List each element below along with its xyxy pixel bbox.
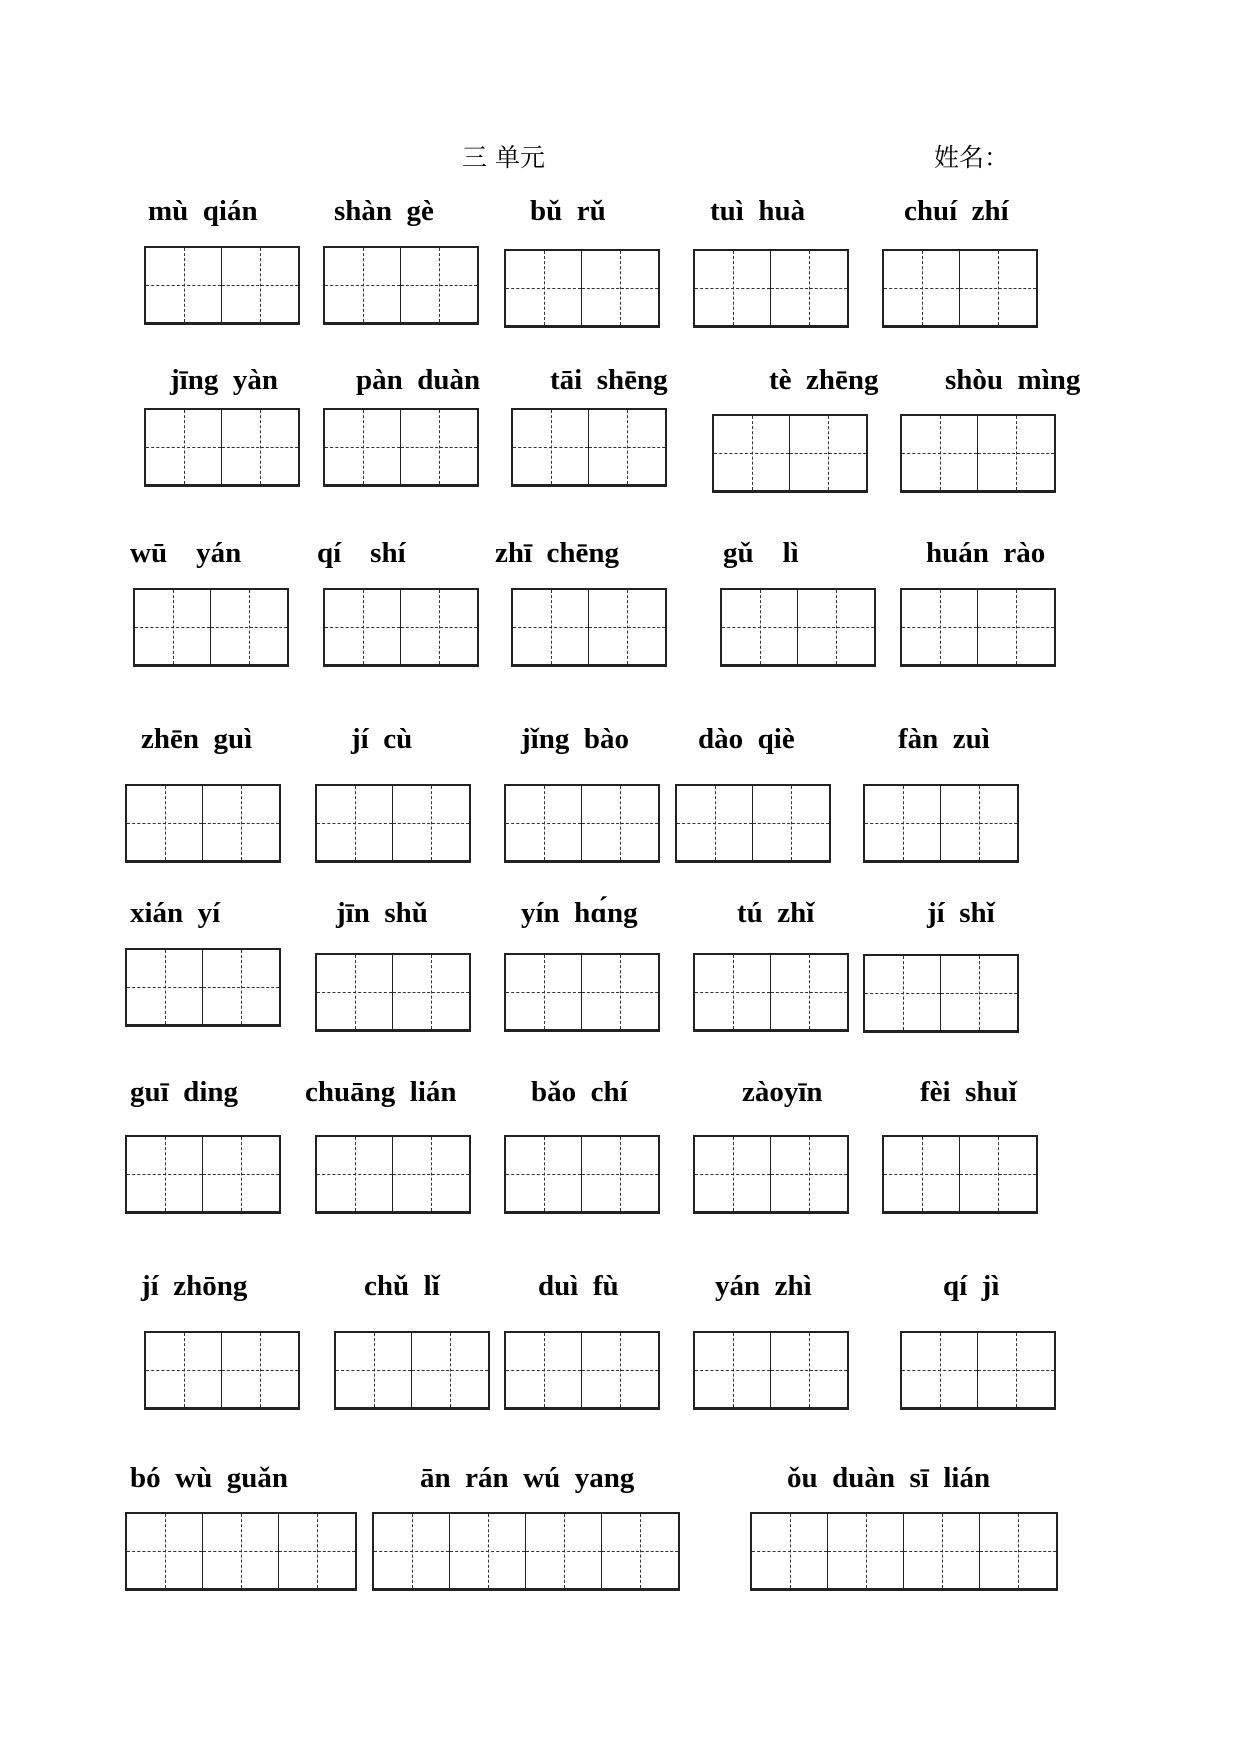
writing-grid[interactable] [315,784,471,863]
writing-grid[interactable] [504,953,660,1032]
writing-grid[interactable] [133,588,289,667]
writing-grid[interactable] [125,784,281,863]
tianzige-cell[interactable] [884,251,960,325]
tianzige-cell[interactable] [960,1137,1036,1211]
pinyin-prompt: bǎo chí [531,1076,628,1108]
tianzige-cell[interactable] [222,1333,298,1407]
writing-grid[interactable] [144,246,300,325]
tianzige-cell[interactable] [884,1137,960,1211]
pinyin-prompt: fàn zuì [898,723,990,755]
tianzige-cell[interactable] [771,251,847,325]
pinyin-prompt: duì fù [538,1270,619,1302]
pinyin-prompt: gǔ lì [723,537,799,569]
tianzige-cell[interactable] [211,590,287,664]
writing-grid[interactable] [750,1512,1058,1591]
writing-grid[interactable] [511,408,667,487]
writing-grid[interactable] [144,1331,300,1410]
tianzige-cell[interactable] [582,955,658,1029]
tianzige-cell[interactable] [695,1137,771,1211]
tianzige-cell[interactable] [127,1514,203,1588]
tianzige-cell[interactable] [582,1333,658,1407]
tianzige-cell[interactable] [203,1137,279,1211]
tianzige-cell[interactable] [526,1514,602,1588]
pinyin-prompt: zhī chēng [495,537,620,569]
writing-grid[interactable] [315,953,471,1032]
writing-grid[interactable] [125,948,281,1027]
tianzige-cell[interactable] [393,955,469,1029]
tianzige-cell[interactable] [980,1514,1056,1588]
tianzige-cell[interactable] [695,955,771,1029]
pinyin-prompt: qí jì [943,1270,1000,1302]
tianzige-cell[interactable] [695,1333,771,1407]
tianzige-cell[interactable] [412,1333,488,1407]
tianzige-cell[interactable] [401,590,477,664]
writing-grid[interactable] [900,1331,1056,1410]
tianzige-cell[interactable] [203,1514,279,1588]
tianzige-cell[interactable] [902,590,978,664]
writing-grid[interactable] [900,414,1056,493]
writing-grid[interactable] [125,1512,357,1591]
tianzige-cell[interactable] [941,956,1017,1030]
pinyin-prompt: tè zhēng [769,364,879,396]
pinyin-prompt: tāi shēng [550,364,668,396]
tianzige-cell[interactable] [135,590,211,664]
pinyin-prompt: guī ding [130,1076,238,1108]
tianzige-cell[interactable] [146,248,222,322]
tianzige-cell[interactable] [222,248,298,322]
tianzige-cell[interactable] [127,1137,203,1211]
pinyin-prompt: xián yí [130,897,221,929]
pinyin-prompt: jí zhōng [141,1270,248,1302]
tianzige-cell[interactable] [393,786,469,860]
pinyin-prompt: tuì huà [710,195,806,227]
tianzige-cell[interactable] [127,950,203,1024]
tianzige-cell[interactable] [978,416,1054,490]
tianzige-cell[interactable] [582,251,658,325]
tianzige-cell[interactable] [203,950,279,1024]
pinyin-prompt: chuí zhí [904,195,1009,227]
tianzige-cell[interactable] [865,786,941,860]
tianzige-cell[interactable] [146,1333,222,1407]
tianzige-cell[interactable] [771,955,847,1029]
tianzige-cell[interactable] [771,1137,847,1211]
tianzige-cell[interactable] [401,248,477,322]
tianzige-cell[interactable] [714,416,790,490]
tianzige-cell[interactable] [506,1137,582,1211]
tianzige-cell[interactable] [203,786,279,860]
pinyin-prompt: shòu mìng [945,364,1081,396]
pinyin-prompt: ǒu duàn sī lián [787,1462,991,1494]
tianzige-cell[interactable] [828,1514,904,1588]
tianzige-cell[interactable] [902,416,978,490]
pinyin-prompt: jīng yàn [170,364,278,396]
writing-grid[interactable] [504,784,660,863]
pinyin-prompt: tú zhǐ [737,897,815,929]
tianzige-cell[interactable] [506,955,582,1029]
tianzige-cell[interactable] [325,248,401,322]
tianzige-cell[interactable] [317,955,393,1029]
pinyin-prompt: jí shǐ [927,897,995,929]
tianzige-cell[interactable] [374,1514,450,1588]
writing-grid[interactable] [504,1135,660,1214]
tianzige-cell[interactable] [393,1137,469,1211]
pinyin-prompt: jīn shǔ [336,897,428,929]
tianzige-cell[interactable] [317,1137,393,1211]
writing-grid[interactable] [504,1331,660,1410]
tianzige-cell[interactable] [602,1514,678,1588]
pinyin-prompt: bǔ rǔ [530,195,606,227]
pinyin-prompt: ān rán wú yang [420,1462,635,1494]
pinyin-prompt: chuāng lián [305,1076,457,1108]
unit-title: 三 单元 [462,143,545,172]
writing-grid[interactable] [693,249,849,328]
tianzige-cell[interactable] [325,410,401,484]
tianzige-cell[interactable] [450,1514,526,1588]
tianzige-cell[interactable] [960,251,1036,325]
pinyin-prompt: huán rào [926,537,1046,569]
tianzige-cell[interactable] [401,410,477,484]
tianzige-cell[interactable] [941,786,1017,860]
writing-grid[interactable] [323,408,479,487]
tianzige-cell[interactable] [506,1333,582,1407]
tianzige-cell[interactable] [582,786,658,860]
tianzige-cell[interactable] [677,786,753,860]
tianzige-cell[interactable] [771,1333,847,1407]
writing-grid[interactable] [334,1331,490,1410]
writing-grid[interactable] [693,953,849,1032]
writing-grid[interactable] [504,249,660,328]
pinyin-prompt: shàn gè [334,195,434,227]
writing-grid[interactable] [323,588,479,667]
tianzige-cell[interactable] [506,251,582,325]
writing-grid[interactable] [323,246,479,325]
tianzige-cell[interactable] [506,786,582,860]
tianzige-cell[interactable] [790,416,866,490]
writing-grid[interactable] [372,1512,680,1591]
pinyin-prompt: jí cù [351,723,413,755]
tianzige-cell[interactable] [865,956,941,1030]
writing-grid[interactable] [882,249,1038,328]
tianzige-cell[interactable] [127,786,203,860]
tianzige-cell[interactable] [589,590,665,664]
tianzige-cell[interactable] [753,786,829,860]
tianzige-cell[interactable] [325,590,401,664]
writing-grid[interactable] [863,954,1019,1033]
tianzige-cell[interactable] [222,410,298,484]
tianzige-cell[interactable] [695,251,771,325]
tianzige-cell[interactable] [978,590,1054,664]
tianzige-cell[interactable] [582,1137,658,1211]
tianzige-cell[interactable] [336,1333,412,1407]
tianzige-cell[interactable] [317,786,393,860]
tianzige-cell[interactable] [513,590,589,664]
pinyin-prompt: zàoyīn [742,1076,823,1108]
writing-grid[interactable] [315,1135,471,1214]
writing-grid[interactable] [511,588,667,667]
writing-grid[interactable] [693,1135,849,1214]
tianzige-cell[interactable] [902,1333,978,1407]
pinyin-prompt: qí shí [317,537,406,569]
writing-grid[interactable] [125,1135,281,1214]
pinyin-prompt: wū yán [130,537,242,569]
writing-grid[interactable] [693,1331,849,1410]
writing-grid[interactable] [144,408,300,487]
pinyin-prompt: jǐng bào [521,723,629,755]
tianzige-cell[interactable] [798,590,874,664]
writing-grid[interactable] [900,588,1056,667]
pinyin-prompt: bó wù guǎn [130,1462,288,1494]
writing-grid[interactable] [882,1135,1038,1214]
pinyin-prompt: yán zhì [715,1270,812,1302]
writing-grid[interactable] [712,414,868,493]
pinyin-prompt: zhēn guì [141,723,253,755]
tianzige-cell[interactable] [513,410,589,484]
pinyin-prompt: mù qián [148,195,258,227]
pinyin-prompt: yín hɑ́ng [521,897,638,929]
tianzige-cell[interactable] [752,1514,828,1588]
tianzige-cell[interactable] [589,410,665,484]
tianzige-cell[interactable] [978,1333,1054,1407]
writing-grid[interactable] [675,784,831,863]
tianzige-cell[interactable] [722,590,798,664]
tianzige-cell[interactable] [146,410,222,484]
writing-grid[interactable] [720,588,876,667]
tianzige-cell[interactable] [279,1514,355,1588]
pinyin-prompt: dào qiè [698,723,795,755]
pinyin-prompt: fèi shuǐ [920,1076,1017,1108]
pinyin-prompt: pàn duàn [356,364,481,396]
tianzige-cell[interactable] [904,1514,980,1588]
writing-grid[interactable] [863,784,1019,863]
pinyin-prompt: chǔ lǐ [364,1270,440,1302]
name-label: 姓名： [934,143,1010,172]
